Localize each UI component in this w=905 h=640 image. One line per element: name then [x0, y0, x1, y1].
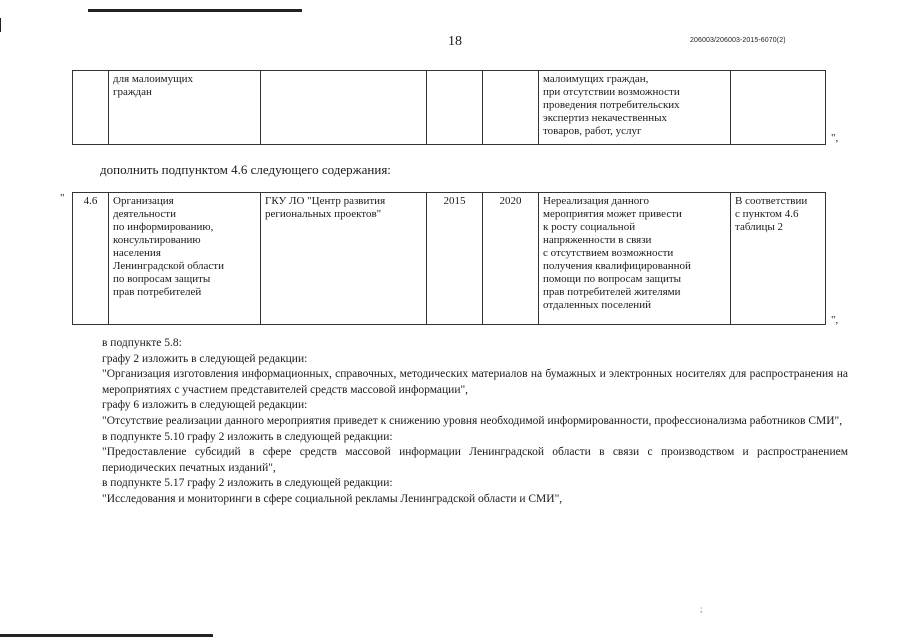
- table-row: [73, 71, 826, 145]
- consequence: Нереализация данного мероприятия может привести к росту социальной напряженности в связи с отсутствием возможности получения квалифицированной помощи по вопросам защиты прав потребителей жителями отдаленных поселений: [539, 193, 731, 325]
- amendment-text: [88, 336, 848, 508]
- closing-quote: ",: [831, 314, 839, 326]
- paragraph: "Предоставление субсидий в сфере средств массовой информации Ленинградской области в связи с производством и распространением периодических печатных изданий",: [102, 446, 848, 474]
- margin-mark: [0, 18, 1, 32]
- table-row: [73, 193, 826, 325]
- opening-quote: ": [60, 192, 65, 204]
- table-continuation: [72, 70, 826, 145]
- table-cell: для малоимущих граждан: [109, 71, 261, 145]
- closing-quote: ",: [831, 132, 839, 144]
- scan-mark: ;: [700, 604, 703, 614]
- executor: ГКУ ЛО "Центр развития региональных проектов": [261, 193, 427, 325]
- table-cell: малоимущих граждан, при отсутствии возможности проведения потребительских экспертиз некачественных товаров, работ, услуг: [539, 71, 731, 145]
- page-number: 18: [448, 34, 462, 49]
- table-cell: [73, 71, 109, 145]
- table-cell: [483, 71, 539, 145]
- relation: В соответствии с пунктом 4.6 таблицы 2: [731, 193, 826, 325]
- start-year: 2015: [427, 193, 483, 325]
- table-cell: [261, 71, 427, 145]
- table-cell: [731, 71, 826, 145]
- table-cell: [427, 71, 483, 145]
- measure-name: Организация деятельности по информированию, консультированию населения Ленинградской области по вопросам защиты прав потребителей: [109, 193, 261, 325]
- row-number: 4.6: [73, 193, 109, 325]
- bottom-rule: [0, 634, 213, 637]
- paragraph: "Организация изготовления информационных, справочных, методических материалов на бумажных и электронных носителях для распространения на мероприятиях с участием представителей средств массовой информации",: [102, 368, 848, 396]
- paragraph: в подпункте 5.17 графу 2 изложить в следующей редакции:: [102, 477, 393, 490]
- top-rule: [88, 9, 302, 12]
- table-row-4-6: [72, 192, 826, 325]
- document-id: 206003/206003-2015-6070(2): [690, 37, 786, 44]
- paragraph: "Отсутствие реализации данного мероприятия приведет к снижению уровня необходимой информированности, профессионализма работников СМИ",: [102, 414, 843, 427]
- end-year: 2020: [483, 193, 539, 325]
- paragraph: в подпункте 5.10 графу 2 изложить в следующей редакции:: [102, 430, 393, 443]
- paragraph: в подпункте 5.8:: [102, 337, 182, 349]
- paragraph: "Исследования и мониторинги в сфере социальной рекламы Ленинградской области и СМИ",: [102, 492, 563, 505]
- intro-text: дополнить подпунктом 4.6 следующего содержания:: [100, 162, 391, 177]
- paragraph: графу 6 изложить в следующей редакции:: [102, 399, 308, 412]
- paragraph: графу 2 изложить в следующей редакции:: [102, 352, 308, 365]
